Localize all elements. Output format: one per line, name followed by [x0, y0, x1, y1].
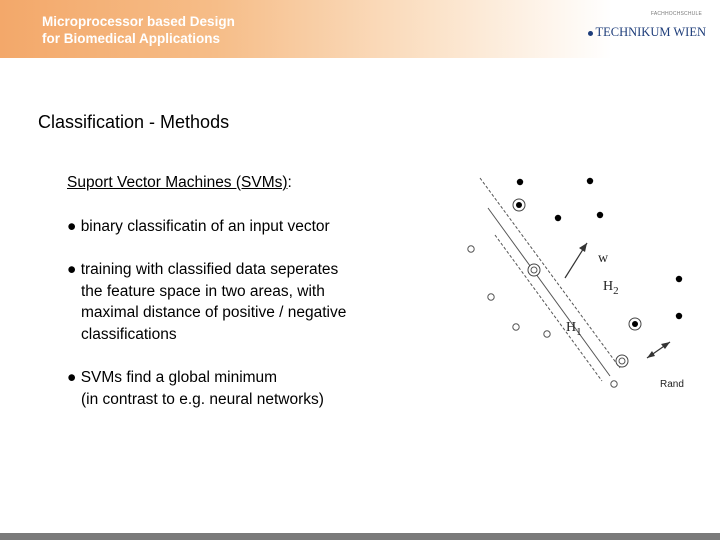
- bullet-icon: ●: [67, 369, 77, 386]
- positive-point: [587, 178, 593, 184]
- bullet-item-2: [67, 259, 346, 345]
- negative-point: [468, 246, 474, 252]
- margin-line-negative: [495, 235, 602, 381]
- header-banner: [0, 0, 720, 58]
- logo-dot-icon: [588, 31, 593, 36]
- bullet-icon: ●: [67, 261, 77, 278]
- support-vector-positive: [516, 202, 522, 208]
- section-heading: [67, 174, 292, 192]
- support-vector-positive: [632, 321, 638, 327]
- negative-point: [611, 381, 617, 387]
- support-vector-negative: [619, 358, 625, 364]
- margin-line-positive: [480, 178, 620, 368]
- course-title: [42, 13, 235, 47]
- positive-point: [676, 276, 682, 282]
- bullet-line: ● training with classified data seperates: [67, 261, 339, 278]
- negative-point: [488, 294, 494, 300]
- section-heading-colon: :: [287, 174, 292, 191]
- label-h2: $H_2$: [603, 279, 619, 297]
- technikum-wien-logo: [594, 8, 706, 50]
- svm-diagram: [455, 168, 700, 403]
- w-arrow-head-icon: [579, 243, 587, 252]
- course-title-line-2: for Biomedical Applications: [42, 31, 221, 46]
- negative-point: [544, 331, 550, 337]
- bullet-line: (in contrast to e.g. neural networks): [81, 390, 324, 408]
- logo-tagline: FACHHOCHSCHULE: [650, 11, 702, 17]
- bullet-icon: ●: [67, 218, 77, 235]
- negative-point: [513, 324, 519, 330]
- logo-name: TECHNIKUM WIEN: [595, 25, 706, 39]
- bullet-item-3: [67, 367, 324, 410]
- bullet-line: classifications: [81, 325, 177, 343]
- label-w: w: [598, 251, 609, 266]
- logo-wordmark: [588, 25, 706, 40]
- positive-point: [555, 215, 561, 221]
- bullet-item-1: [67, 216, 330, 238]
- bullet-line: ● binary classificatin of an input vector: [67, 218, 330, 235]
- support-vector-negative: [531, 267, 537, 273]
- rand-arrow-head-left-icon: [647, 351, 655, 358]
- positive-point: [676, 313, 682, 319]
- footer-bar: [0, 533, 720, 540]
- section-heading-text: Suport Vector Machines (SVMs): [67, 174, 288, 191]
- bullet-line: the feature space in two areas, with: [81, 282, 325, 300]
- bullet-line: ● SVMs find a global minimum: [67, 369, 278, 386]
- separating-hyperplane: [488, 208, 610, 376]
- course-title-line-1: Microprocessor based Design: [42, 14, 235, 29]
- bullet-line: maximal distance of positive / negative: [81, 304, 347, 321]
- positive-point: [517, 179, 523, 185]
- label-rand: Rand: [660, 379, 684, 390]
- label-h1: $H_1$: [566, 320, 582, 338]
- positive-point: [597, 212, 603, 218]
- slide-title: Classification - Methods: [38, 112, 230, 132]
